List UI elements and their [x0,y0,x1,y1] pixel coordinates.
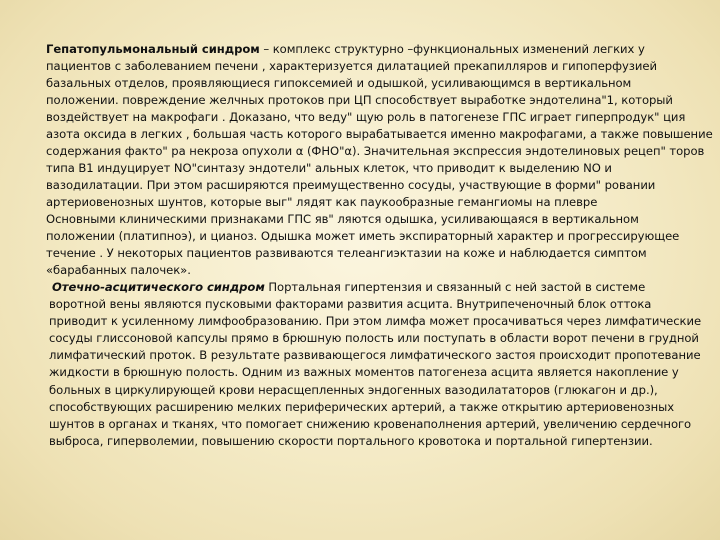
text-line: воротной вены являются пусковыми факторами развития асцита. Внутрипеченочный блок оттока [49,297,652,312]
text-line: Основными клиническими признаками ГПС яв" ляются одышка, усиливающаяся в вертикальном [46,212,639,226]
text-line: положении. повреждение желчных протоков при ЦП способствует выработке эндотелина"1, который [46,93,673,107]
term-heading: Отечно-асцитического синдром [52,280,265,294]
text-line: течение . У некоторых пациентов развиваются телеангиэктазии на коже и наблюдается симптом [46,246,647,260]
paragraph-first-line [46,41,696,58]
paragraph-lead-text: Портальная гипертензия и связанный с ней застой в системе [264,280,646,294]
text-line: «барабанных палочек». [46,263,191,277]
text-line: больных в циркулирующей крови нерасщепленных эндогенных вазодилататоров (глюкагон и др.), [49,382,658,397]
text-line: положении (платипноэ), и цианоз. Одышка может иметь экспираторный характер и прогрессирующее [46,229,680,243]
text-line: артериовенозных шунтов, которые выг" лядят как паукообразные гемангиомы на плевре [46,195,598,209]
text-line: базальных отделов, проявляющиеся гипоксемией и одышкой, усиливающимся в вертикальном [46,76,632,90]
text-line: шунтов в органах и тканях, что помогает снижению кровенаполнения артерий, увеличению сердечного [49,416,692,431]
text-line: воздействует на макрофаги . Доказано, что веду" щую роль в патогенезе ГПС играет гиперпродук" ция [46,110,686,124]
term-heading: Гепатопульмональный синдром [46,42,260,56]
text-line: пациентов с заболеванием печени , характеризуется дилатацией прекапилляров и гипоперфузией [46,59,657,73]
text-line: лимфатический проток. В результате развивающегося лимфатического застоя происходит пропотевание [49,348,701,363]
paragraph-first-line [49,279,699,296]
text-line: жидкости в брюшную полость. Одним из важных моментов патогенеза асцита является накопление у [49,365,679,380]
paragraph-hepatopulmonary-syndrome [46,41,713,279]
text-line: вазодилатации. При этом расширяются преимущественно сосуды, участвующие в форми" ровании [46,178,656,192]
text-line: содержания факто" ра некроза опухоли α (ФНО"α). Значительная экспрессия эндотелиновых рецеп" торов [46,144,705,158]
text-line: азота оксида в легких , большая часть которого вырабатывается именно макрофагами, а также повышение [46,127,713,141]
text-line: выброса, гиперволемии, повышению скорости портального кровотока и портальной гипертензии. [49,433,653,448]
paragraph-edematous-ascitic-syndrome [49,279,702,450]
text-line: способствующих расширению мелких периферических артерий, а также открытию артериовенозных [49,399,675,414]
text-line: приводит к усиленному лимфообразованию. При этом лимфа может просачиваться через лимфатические [49,314,702,329]
paragraph-lead-text: – комплекс структурно –функциональных изменений легких у [259,42,645,56]
text-line: сосуды глиссоновой капсулы прямо в брюшную полость или поступать в области ворот печени в грудной [49,331,699,346]
text-line: типа В1 индуцирует NO"синтазу эндотели" альных клеток, что приводит к выделению NO и [46,161,612,175]
